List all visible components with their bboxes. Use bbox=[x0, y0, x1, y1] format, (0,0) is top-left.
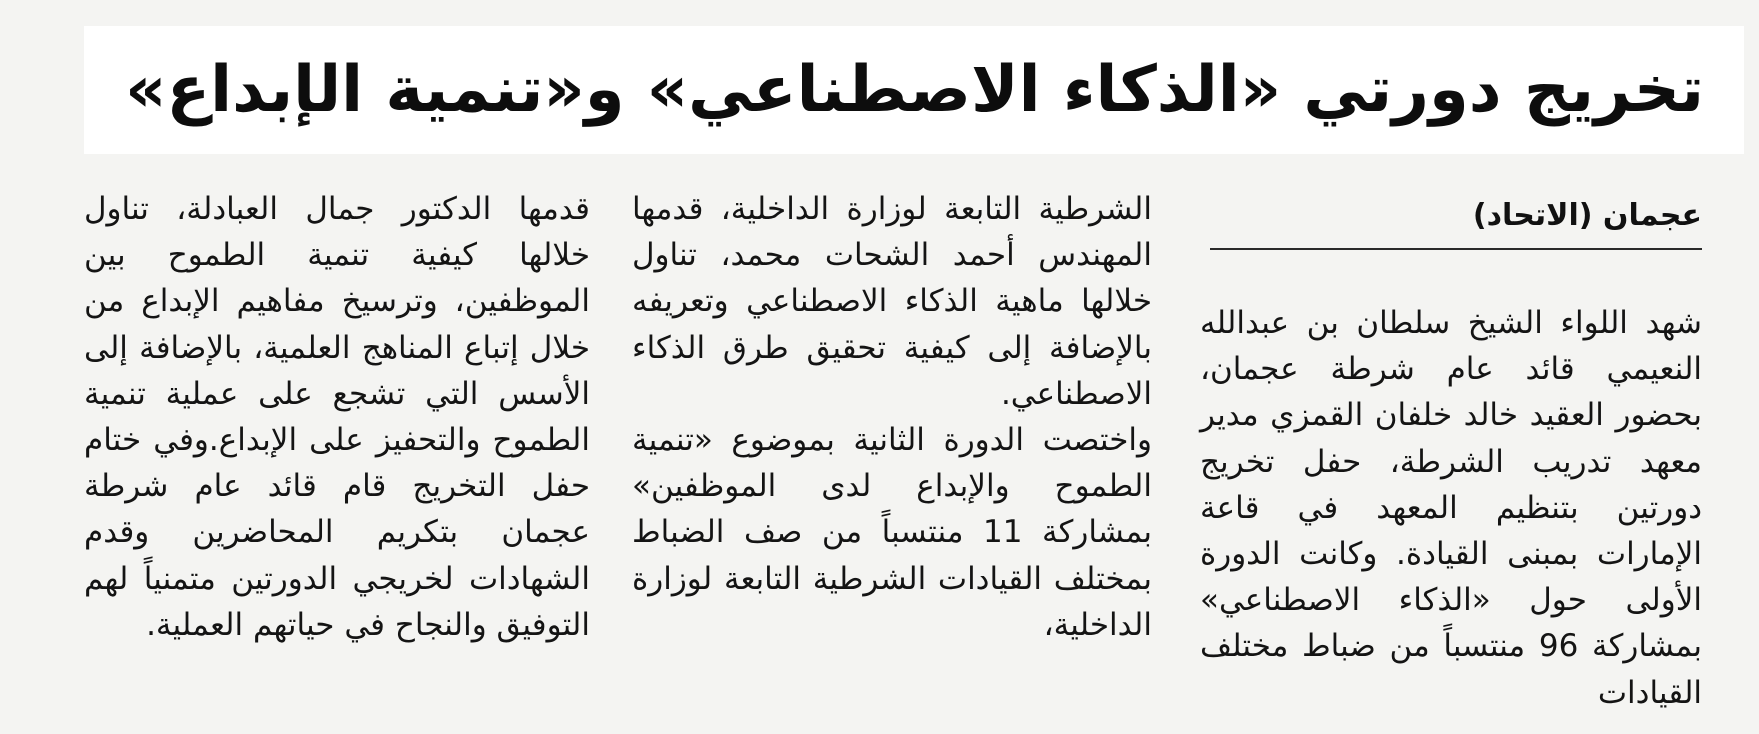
article-byline: عجمان (الاتحاد) bbox=[1472, 198, 1702, 233]
column-left-text: قدمها الدكتور جمال العبادلة، تناول خلالها كيفية تنمية الطموح بين الموظفين، وترسيخ مفاهيم الإبداع من خلال إتباع المناهج العلمية، بالإضافة إلى الأسس التي تشجع على عملية تنمية الطموح والتحفيز على الإبداع.وفي ختام حفل التخريج قام قائد عام شرطة عجمان بتكريم المحاضرين وقدم الشهادات لخريجي الدورتين متمنياً لهم التوفيق والنجاح في حياتهم العملية. bbox=[84, 191, 590, 643]
article-column-right bbox=[1200, 300, 1702, 716]
column-right-text: شهد اللواء الشيخ سلطان بن عبدالله النعيمي قائد عام شرطة عجمان، بحضور العقيد خالد خلفان القمزي مدير معهد تدريب الشرطة، حفل تخريج دورتين بتنظيم المعهد في قاعة الإمارات بمبنى القيادة. وكانت الدورة الأولى حول «الذكاء الاصطناعي» بمشاركة 96 منتسباً من ضباط مختلف القيادات bbox=[1200, 305, 1702, 711]
byline-divider bbox=[1210, 248, 1702, 250]
article-column-left bbox=[84, 186, 590, 648]
article-column-middle bbox=[632, 186, 1152, 648]
article-headline: تخريج دورتي «الذكاء الاصطناعي» و«تنمية الإبداع» bbox=[125, 53, 1704, 127]
column-middle-paragraph-1: الشرطية التابعة لوزارة الداخلية، قدمها المهندس أحمد الشحات محمد، تناول خلالها ماهية الذكاء الاصطناعي وتعريفه بالإضافة إلى كيفية تحقيق طرق الذكاء الاصطناعي. bbox=[632, 191, 1152, 412]
column-middle-paragraph-2: واختصت الدورة الثانية بموضوع «تنمية الطموح والإبداع لدى الموظفين» بمشاركة 11 منتسباً من صف الضباط بمختلف القيادات الشرطية التابعة لوزارة الداخلية، bbox=[632, 422, 1152, 643]
